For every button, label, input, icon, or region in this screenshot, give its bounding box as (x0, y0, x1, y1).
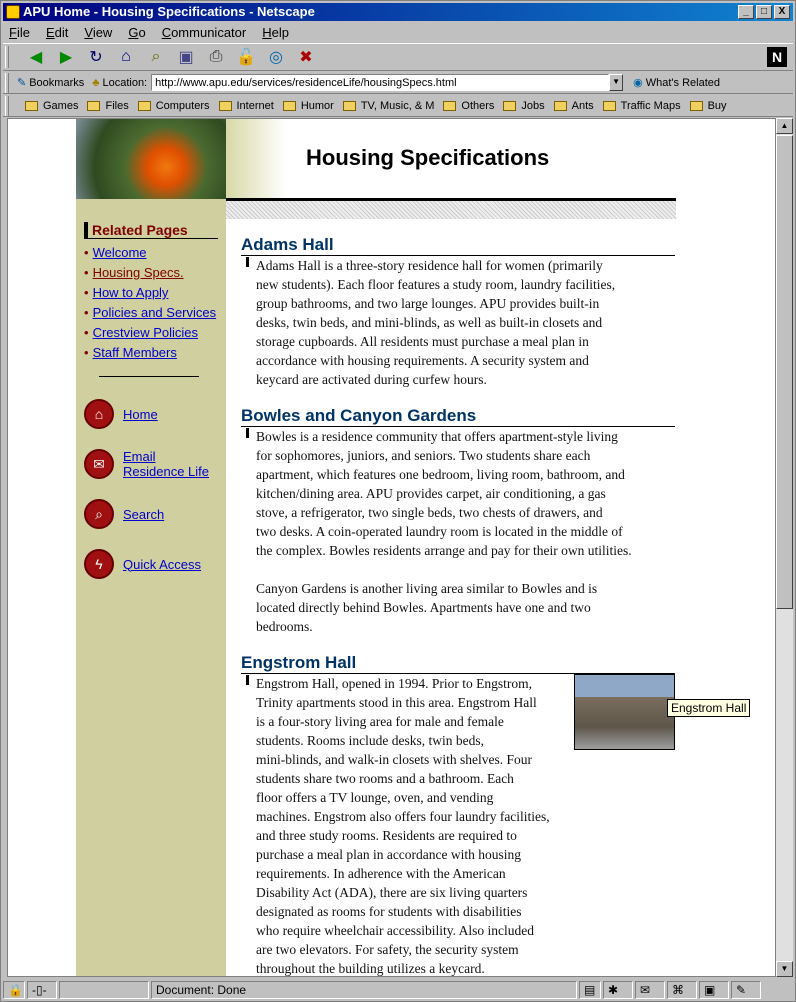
folder-label: Traffic Maps (620, 99, 681, 112)
scroll-down-icon[interactable]: ▼ (776, 961, 793, 977)
text-line: desks, twin beds, and mini-blinds, as well as built-in closets and (256, 315, 603, 330)
folder-icon (443, 101, 456, 111)
discussion-icon[interactable]: ⌘ (667, 981, 697, 999)
text-line: Engstrom Hall, opened in 1994. Prior to Engstrom, (256, 676, 532, 691)
folder-label: TV, Music, & M (360, 99, 435, 112)
lightning-icon[interactable]: ϟ (84, 549, 114, 579)
close-button[interactable]: X (774, 5, 790, 19)
folder-label: Humor (300, 99, 334, 112)
folder-label: Files (105, 99, 129, 112)
netscape-app-icon (6, 5, 20, 19)
photo-tooltip: Engstrom Hall (667, 699, 750, 717)
engstrom-paragraph (256, 674, 572, 977)
print-icon[interactable]: ⎙ (209, 48, 223, 65)
folder-icon (138, 101, 151, 111)
nav-home[interactable] (84, 399, 158, 429)
personal-folder-humor[interactable] (283, 100, 334, 112)
search-link[interactable]: Search (123, 506, 165, 522)
email-link-line2: Residence Life (123, 464, 209, 479)
bowles-paragraph (256, 427, 674, 560)
whats-related-icon[interactable]: ◉ (633, 77, 643, 89)
reload-icon[interactable]: ↻ (89, 49, 103, 66)
folder-label: Others (461, 99, 495, 112)
mail-icon[interactable]: ✉ (635, 981, 665, 999)
related-page-item (84, 265, 216, 285)
bullet-icon: • (84, 265, 89, 280)
magnifier-icon[interactable]: ⌕ (84, 499, 114, 529)
minimize-button[interactable]: _ (738, 5, 754, 19)
adams-paragraph (256, 256, 656, 389)
text-line: floor offers a TV lounge, oven, and vending (256, 790, 494, 805)
link-how-to-apply[interactable]: How to Apply (92, 285, 169, 300)
text-line: storage cupboards. All residents must purchase a meal plan in (256, 334, 589, 349)
component-bar-icon[interactable]: ▤ (579, 981, 601, 999)
personal-folder-games[interactable] (25, 100, 78, 112)
status-bar (3, 979, 793, 1000)
text-line: mini-blinds, and walk-in closets with shelves. Four (256, 752, 532, 767)
folder-icon (219, 101, 232, 111)
menu-go[interactable]: Go (128, 24, 146, 40)
paragraph-marker (246, 257, 249, 267)
composer-icon[interactable]: ▣ (699, 981, 729, 999)
scroll-thumb[interactable] (776, 135, 793, 609)
paragraph-marker (246, 428, 249, 438)
text-line: purchase a meal plan in accordance with housing (256, 847, 522, 862)
text-line: machines. Engstrom also offers four laundry facilities, (256, 809, 550, 824)
whats-related-button[interactable]: What's Related (645, 76, 720, 89)
folder-icon (554, 101, 567, 111)
status-text: Document: Done (151, 981, 577, 999)
vertical-scrollbar[interactable] (776, 118, 793, 977)
bullet-icon: • (84, 245, 89, 260)
text-line: Trinity apartments stood in this area. Engstrom Hall (256, 695, 537, 710)
netscape-logo-icon: N (767, 47, 787, 67)
menu-view[interactable]: View (84, 24, 113, 40)
menu-file[interactable]: File (9, 24, 30, 40)
toolbar-grip[interactable] (5, 96, 9, 116)
link-welcome[interactable]: Welcome (92, 245, 147, 260)
bullet-icon: • (84, 305, 89, 320)
text-line: keycard are activated during curfew hours. (256, 372, 487, 387)
home-link[interactable]: Home (123, 406, 158, 422)
folder-label: Jobs (521, 99, 545, 112)
bullet-icon: • (84, 285, 89, 300)
paragraph-marker (246, 675, 249, 685)
back-icon[interactable]: ◀ (29, 49, 43, 66)
nav-quick-access[interactable] (84, 549, 201, 579)
url-dropdown-chevron-down-icon[interactable]: ▼ (609, 74, 623, 91)
navigator-icon[interactable]: ✱ (603, 981, 633, 999)
text-line: Bowles is a residence community that offers apartment-style living (256, 429, 618, 444)
section-title-engstrom: Engstrom Hall (241, 653, 675, 674)
link-housing-specs[interactable]: Housing Specs. (92, 265, 184, 280)
edit-icon[interactable]: ✎ (731, 981, 761, 999)
location-label: Location: (102, 76, 148, 89)
location-toolbar (3, 72, 793, 94)
header-hatch (226, 201, 676, 219)
related-pages-heading: Related Pages (84, 222, 218, 239)
text-line: Adams Hall is a three-story residence hall for women (primarily (256, 258, 603, 273)
section-title-bowles: Bowles and Canyon Gardens (241, 406, 675, 427)
folder-icon (603, 101, 616, 111)
header-flower-photo (76, 119, 226, 199)
link-staff-members[interactable]: Staff Members (92, 345, 177, 360)
mailbox-icon[interactable]: ✉ (84, 449, 114, 479)
personal-folder-ants[interactable] (554, 100, 594, 112)
folder-label: Computers (155, 99, 210, 112)
page-viewport (7, 118, 776, 977)
folder-label: Games (43, 99, 79, 112)
folder-label: Internet (236, 99, 274, 112)
text-line: bedrooms. (256, 619, 313, 634)
related-pages-list (84, 245, 216, 365)
location-icon: ♣ (92, 76, 100, 89)
menu-edit[interactable]: Edit (45, 24, 69, 40)
toolbar-grip[interactable] (5, 46, 9, 68)
toolbar-grip[interactable] (5, 73, 9, 93)
security-lock-icon[interactable]: 🔒 (3, 981, 25, 999)
personal-folder-traffic-maps[interactable] (603, 100, 681, 112)
text-line: group bathrooms, and two large lounges. APU provides built-in (256, 296, 600, 311)
text-line: new students). Each floor features a study room, laundry facilities, (256, 277, 616, 292)
text-line: two desks. A coin-operated laundry room is located in the middle of (256, 524, 623, 539)
menu-bar (3, 22, 793, 42)
bookmarks-icon[interactable]: ✎ (17, 77, 27, 89)
related-page-item (84, 345, 216, 365)
nav-email[interactable] (84, 449, 209, 479)
related-page-item (84, 285, 216, 305)
text-line: the complex. Bowles residents arrange and pay for their own utilities. (256, 543, 632, 558)
section-title-adams: Adams Hall (241, 235, 675, 256)
related-page-item (84, 305, 216, 325)
text-line: and three study rooms. Residents are required to (256, 828, 517, 843)
related-page-item (84, 325, 216, 345)
text-line: located directly behind Bowles. Apartments have one and two (256, 600, 591, 615)
personal-folder-internet[interactable] (219, 100, 274, 112)
personal-folder-files[interactable] (87, 100, 128, 112)
folder-icon (87, 101, 100, 111)
title-bar (3, 3, 793, 21)
text-line: requirements. In adherence with the American (256, 866, 506, 881)
sidebar-divider (99, 376, 199, 377)
folder-label: Buy (707, 99, 727, 112)
personal-folder-jobs[interactable] (503, 100, 544, 112)
text-line: Canyon Gardens is another living area similar to Bowles and is (256, 581, 598, 596)
personal-folder-buy[interactable] (690, 100, 727, 112)
text-line: accordance with housing requirements. A security system and (256, 353, 589, 368)
text-line: apartment, which features one bedroom, living room, bathroom, and (256, 467, 625, 482)
text-line: Disability Act (ADA), there are six living quarters (256, 885, 528, 900)
text-line: students. Rooms include desks, twin beds, (256, 733, 484, 748)
forward-icon[interactable]: ▶ (59, 49, 73, 66)
personal-folder-tv-music[interactable] (343, 100, 435, 112)
security-icon[interactable]: 🔓 (236, 49, 256, 66)
stop-icon[interactable]: ✖ (299, 49, 313, 66)
text-line: students share two rooms and a bathroom. Each (256, 771, 514, 786)
my-netscape-icon[interactable]: ▣ (178, 49, 194, 66)
progress-bar (59, 981, 149, 999)
maximize-button[interactable]: □ (756, 5, 772, 19)
email-link-line1: Email (123, 449, 156, 464)
navigation-toolbar (3, 43, 793, 71)
personal-toolbar (3, 95, 793, 117)
menu-help[interactable]: Help (262, 24, 289, 40)
nav-search[interactable] (84, 499, 164, 529)
bullet-icon: • (84, 325, 89, 340)
quick-access-link[interactable]: Quick Access (123, 556, 202, 572)
related-page-item (84, 245, 216, 265)
bookmarks-button[interactable]: Bookmarks (29, 76, 85, 89)
web-page (8, 119, 776, 977)
folder-icon (690, 101, 703, 111)
text-line: kitchen/dining area. APU provides carpet, air conditioning, a gas (256, 486, 606, 501)
link-crestview-policies[interactable]: Crestview Policies (92, 325, 199, 340)
home-icon[interactable]: ⌂ (84, 399, 114, 429)
page-title: Housing Specifications (306, 145, 550, 170)
link-policies-services[interactable]: Policies and Services (92, 305, 217, 320)
personal-folder-others[interactable] (443, 100, 494, 112)
folder-icon (503, 101, 516, 111)
url-field[interactable]: http://www.apu.edu/services/residenceLife/housingSpecs.html (151, 74, 609, 91)
text-line: who require wheelchair accessibility. Also included (256, 923, 535, 938)
text-line: are two elevators. For safety, the security system (256, 942, 519, 957)
folder-label: Ants (571, 99, 594, 112)
folder-icon (283, 101, 296, 111)
text-line: designated as rooms for students with disabilities (256, 904, 522, 919)
text-line: for sophomores, juniors, and seniors. Two students share each (256, 448, 591, 463)
text-line: is a four-story living area for male and female (256, 714, 504, 729)
canyon-gardens-paragraph (256, 579, 674, 636)
text-line: throughout the building utilizes a keycard. (256, 961, 485, 976)
bullet-icon: • (84, 345, 89, 360)
folder-icon (25, 101, 38, 111)
folder-icon (343, 101, 356, 111)
search-icon[interactable]: ⌕ (151, 48, 161, 65)
home-icon[interactable]: ⌂ (121, 48, 131, 65)
text-line: stove, a refrigerator, two single beds, two chests of drawers, and (256, 505, 603, 520)
scroll-up-icon[interactable]: ▲ (776, 118, 793, 134)
window-title: APU Home - Housing Specifications - Netscape (23, 4, 315, 19)
menu-communicator[interactable]: Communicator (161, 24, 247, 40)
engstrom-hall-photo[interactable] (574, 674, 675, 750)
shop-icon[interactable]: ◎ (269, 49, 283, 66)
email-link[interactable] (123, 449, 209, 479)
personal-folder-computers[interactable] (138, 100, 210, 112)
online-status-icon[interactable]: -▯- (27, 981, 57, 999)
